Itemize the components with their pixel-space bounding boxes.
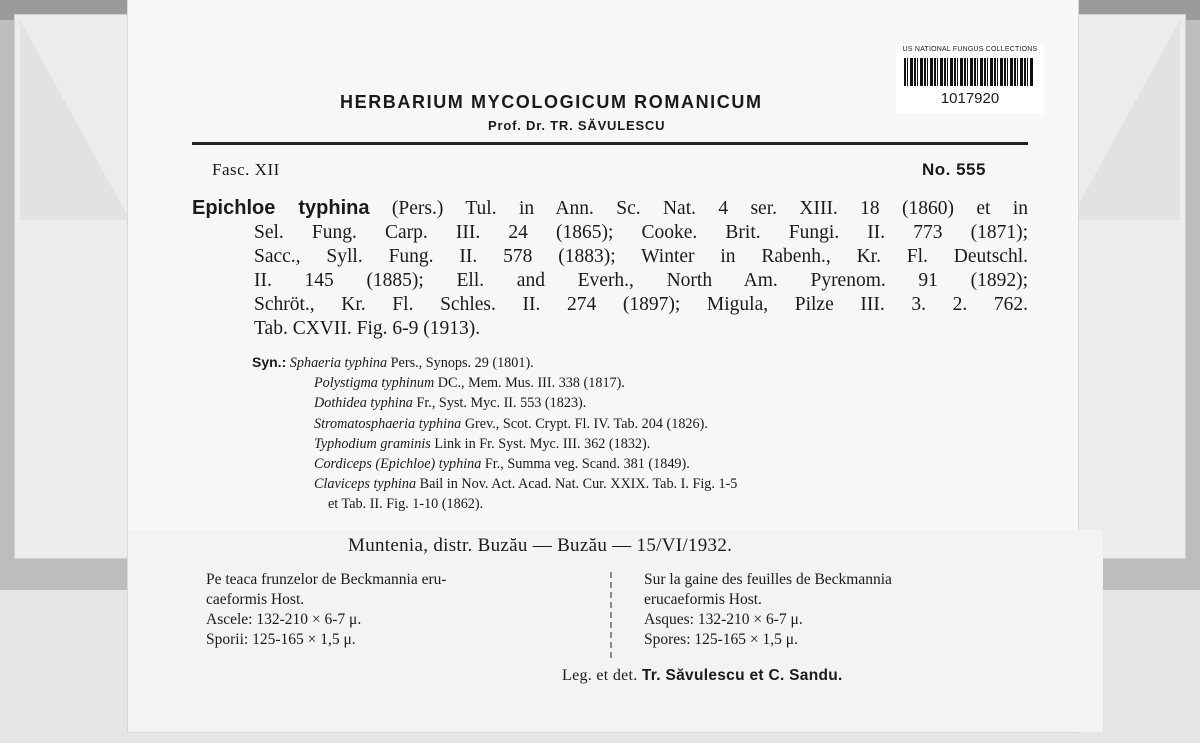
synonym-reference: DC., Mem. Mus. III. 338 (1817). xyxy=(434,375,625,392)
asci-measure: Asques: 132-210 × 6-7 μ. xyxy=(644,611,803,628)
column-divider xyxy=(610,572,612,658)
spores-measure: Sporii: 125-165 × 1,5 μ. xyxy=(206,631,356,648)
synonym-row xyxy=(252,414,1032,434)
synonym-row xyxy=(252,474,1032,494)
host-line-2: erucaeformis Host. xyxy=(644,591,762,608)
synonym-species: Dothidea typhina xyxy=(314,395,413,412)
synonym-reference: Fr., Summa veg. Scand. 381 (1849). xyxy=(481,456,690,473)
synonym-reference: Fr., Syst. Myc. II. 553 (1823). xyxy=(412,395,587,412)
synonym-row xyxy=(252,352,1032,373)
synonym-species: Cordiceps (Epichloe) typhina xyxy=(314,456,482,473)
collector-names: Tr. Săvulescu et C. Sandu. xyxy=(641,667,843,684)
citation-line-5: Schröt., Kr. Fl. Schles. II. 274 (1897); Migula, Pilze III. 3. 2. 762. xyxy=(254,294,1028,315)
barcode-number: 1017920 xyxy=(940,90,1000,107)
envelope-flap-left xyxy=(20,20,130,220)
barcode-sticker xyxy=(896,44,1044,114)
synonym-species: Stromatosphaeria typhina xyxy=(314,415,462,432)
citation-line-1 xyxy=(192,196,1028,221)
barcode-icon xyxy=(904,58,1034,86)
synonym-row xyxy=(252,434,1032,454)
synonym-continuation: et Tab. II. Fig. 1-10 (1862). xyxy=(328,496,484,513)
synonym-species: Sphaeria typhina xyxy=(289,355,388,371)
spores-measure: Spores: 125-165 × 1,5 μ. xyxy=(644,631,798,648)
collector-line xyxy=(562,667,843,685)
synonym-reference: Grev., Scot. Crypt. Fl. IV. Tab. 204 (1826). xyxy=(461,415,708,432)
citation-line-2: Sel. Fung. Carp. III. 24 (1865); Cooke. Brit. Fungi. II. 773 (1871); xyxy=(254,222,1028,243)
synonym-row xyxy=(252,454,1032,474)
host-line-1: Pe teaca frunzelor de Beckmannia eru- xyxy=(206,571,447,588)
specimen-number: No. 555 xyxy=(922,160,986,179)
header-rule xyxy=(192,142,1028,145)
synonym-row xyxy=(252,393,1032,413)
host-line-1: Sur la gaine des feuilles de Beckmannia xyxy=(644,571,892,588)
barcode-caption: US NATIONAL FUNGUS COLLECTIONS xyxy=(902,46,1038,53)
taxon-name: Epichloe typhina xyxy=(192,197,370,219)
citation-line-6: Tab. CXVII. Fig. 6-9 (1913). xyxy=(254,318,481,339)
synonym-reference: Pers., Synops. 29 (1801). xyxy=(387,355,534,371)
citation-line-4: II. 145 (1885); Ell. and Everh., North Am. Pyrenom. 91 (1892); xyxy=(254,270,1028,291)
french-description xyxy=(644,570,892,650)
synonyms-block xyxy=(252,352,1032,515)
citation-authority: (Pers.) Tul. in Ann. Sc. Nat. 4 ser. XIII. 18 (1860) et in xyxy=(369,198,1028,219)
collection-locality: Muntenia, distr. Buzău — Buzău — 15/VI/1932. xyxy=(348,535,733,556)
synonyms-label: Syn.: xyxy=(252,354,287,370)
synonym-row xyxy=(252,373,1032,393)
synonym-reference: Link in Fr. Syst. Myc. III. 362 (1832). xyxy=(430,435,651,452)
synonym-species: Typhodium graminis xyxy=(314,435,431,452)
synonym-reference: Bail in Nov. Act. Acad. Nat. Cur. XXIX. Tab. I. Fig. 1-5 xyxy=(416,476,738,493)
herbarium-title: HERBARIUM MYCOLOGICUM ROMANICUM xyxy=(340,92,763,112)
envelope-flap-right xyxy=(1070,20,1180,220)
romanian-description xyxy=(206,570,447,650)
taxon-citation xyxy=(192,196,1028,341)
collector-prefix: Leg. et det. xyxy=(562,667,642,684)
asci-measure: Ascele: 132-210 × 6-7 μ. xyxy=(206,611,362,628)
host-line-2: caeformis Host. xyxy=(206,591,305,608)
synonym-species: Polystigma typhinum xyxy=(314,375,435,392)
herbarium-subtitle: Prof. Dr. TR. SĂVULESCU xyxy=(488,118,666,133)
citation-line-3: Sacc., Syll. Fung. II. 578 (1883); Winter in Rabenh., Kr. Fl. Deutschl. xyxy=(254,246,1028,267)
fascicle: Fasc. XII xyxy=(212,160,280,179)
synonym-species: Claviceps typhina xyxy=(314,476,417,493)
